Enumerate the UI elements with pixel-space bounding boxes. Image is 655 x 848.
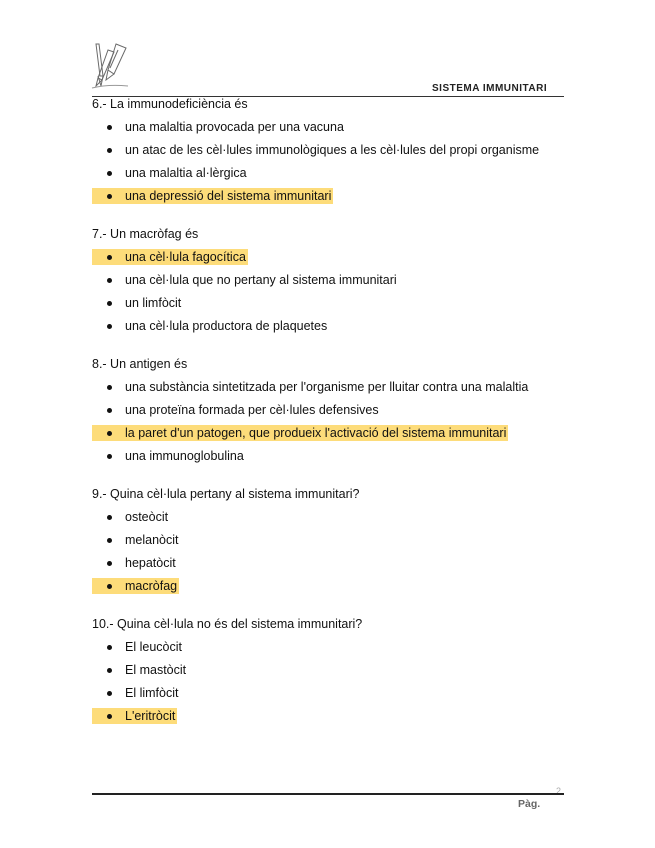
bullet-icon: [107, 454, 112, 459]
page-label: Pàg.: [518, 798, 541, 810]
bullet-icon: [107, 125, 112, 130]
option-item: [92, 509, 572, 525]
question-title: 9.- Quina cèl·lula pertany al sistema immunitari?: [92, 487, 360, 501]
options-list: [92, 249, 572, 334]
bullet-icon: [107, 714, 112, 719]
option-item: [92, 639, 572, 655]
bullet-icon: [107, 691, 112, 696]
question-7: [92, 226, 572, 334]
option-text: L'eritròcit: [125, 709, 176, 723]
option-item: [92, 318, 572, 334]
bullet-icon: [107, 148, 112, 153]
question-9: [92, 486, 572, 594]
option-text: una cèl·lula productora de plaquetes: [125, 319, 328, 333]
option-text: una depressió del sistema immunitari: [125, 189, 332, 203]
option-item: [92, 142, 572, 158]
page-number: 2: [556, 786, 562, 796]
option-item: [92, 272, 572, 288]
pencils-logo-icon: [88, 40, 136, 92]
question-6: [92, 96, 572, 204]
option-item: [92, 119, 572, 135]
option-text: osteòcit: [125, 510, 169, 524]
option-item: [92, 685, 572, 701]
option-text: una immunoglobulina: [125, 449, 244, 463]
bullet-icon: [107, 668, 112, 673]
option-text: macròfag: [125, 579, 178, 593]
highlighted-option-item: [92, 188, 333, 204]
bullet-icon: [107, 431, 112, 436]
highlighted-option-item: [92, 425, 508, 441]
option-item: [92, 448, 572, 464]
question-title: 6.- La immunodeficiència és: [92, 97, 248, 111]
options-list: [92, 509, 572, 594]
option-text: una malaltia al·lèrgica: [125, 166, 247, 180]
option-item: [92, 402, 572, 418]
option-text: una proteïna formada per cèl·lules defensives: [125, 403, 379, 417]
option-text: una substància sintetitzada per l'organisme per lluitar contra una malaltia: [125, 380, 529, 394]
option-text: una cèl·lula fagocítica: [125, 250, 246, 264]
options-list: [92, 379, 572, 464]
option-text: El limfòcit: [125, 686, 179, 700]
option-text: un atac de les cèl·lules immunològiques a les cèl·lules del propi organisme: [125, 143, 540, 157]
option-item: [92, 165, 572, 181]
question-title: 8.- Un antigen és: [92, 357, 188, 371]
bullet-icon: [107, 278, 112, 283]
bullet-icon: [107, 385, 112, 390]
bullet-icon: [107, 561, 112, 566]
bullet-icon: [107, 324, 112, 329]
option-text: la paret d'un patogen, que produeix l'activació del sistema immunitari: [125, 426, 507, 440]
bullet-icon: [107, 515, 112, 520]
option-item: [92, 532, 572, 548]
bullet-icon: [107, 538, 112, 543]
option-text: un limfòcit: [125, 296, 182, 310]
option-item: [92, 379, 572, 395]
option-item: [92, 295, 572, 311]
highlighted-option-item: [92, 249, 248, 265]
footer-divider: [92, 793, 564, 795]
bullet-icon: [107, 408, 112, 413]
question-title: 7.- Un macròfag és: [92, 227, 199, 241]
question-8: [92, 356, 572, 464]
option-text: El leucòcit: [125, 640, 182, 654]
header-title: SISTEMA IMMUNITARI: [432, 83, 548, 94]
bullet-icon: [107, 255, 112, 260]
highlighted-option-item: [92, 708, 177, 724]
option-text: hepatòcit: [125, 556, 176, 570]
quiz-content: [92, 96, 572, 724]
highlighted-option-item: [92, 578, 179, 594]
bullet-icon: [107, 584, 112, 589]
option-item: [92, 662, 572, 678]
question-title: 10.- Quina cèl·lula no és del sistema immunitari?: [92, 617, 363, 631]
options-list: [92, 639, 572, 724]
bullet-icon: [107, 194, 112, 199]
option-text: una malaltia provocada per una vacuna: [125, 120, 344, 134]
option-item: [92, 555, 572, 571]
option-text: El mastòcit: [125, 663, 187, 677]
question-10: [92, 616, 572, 724]
bullet-icon: [107, 645, 112, 650]
bullet-icon: [107, 171, 112, 176]
option-text: melanòcit: [125, 533, 179, 547]
options-list: [92, 119, 572, 204]
bullet-icon: [107, 301, 112, 306]
option-text: una cèl·lula que no pertany al sistema immunitari: [125, 273, 397, 287]
